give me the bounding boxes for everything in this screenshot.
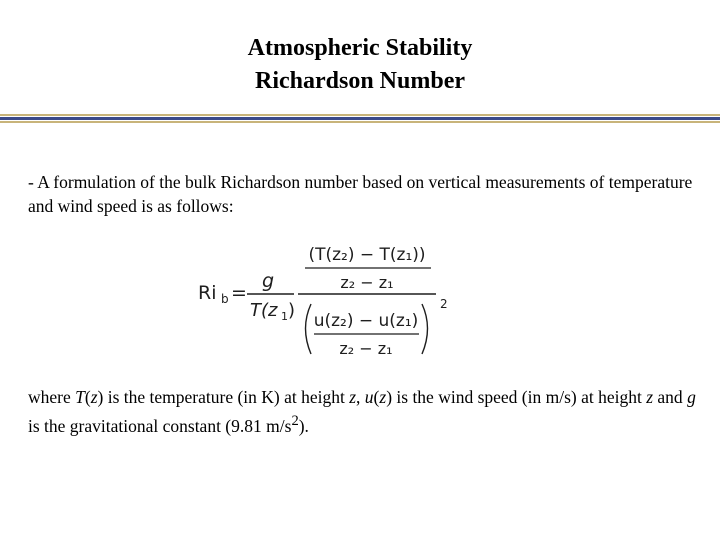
where-text: where — [28, 387, 76, 407]
temp-height-difference: z₂ − z₁ — [340, 273, 394, 292]
where-text: ). — [298, 415, 309, 436]
gravity-g: g — [262, 270, 275, 292]
where-text: and — [653, 387, 688, 407]
t-z1-subscript: 1 — [281, 310, 288, 323]
where-text: ( — [84, 387, 91, 407]
t-z1-close: ) — [288, 300, 296, 321]
var-z: z — [379, 387, 387, 407]
temperature-difference: (T(z₂) − T(z₁)) — [308, 245, 426, 265]
var-z: z — [646, 387, 654, 407]
where-text: ) is the wind speed (in m/s) at height — [386, 387, 647, 407]
superscript-2: 2 — [291, 413, 299, 429]
title-divider-top — [0, 114, 720, 116]
left-big-paren — [306, 304, 312, 354]
title-line-1: Atmospheric Stability — [247, 35, 473, 61]
title-divider-middle — [0, 117, 720, 120]
where-text: is the gravitational constant (9.81 m/s — [28, 415, 292, 436]
wind-difference: u(z₂) − u(z₁) — [313, 311, 419, 331]
where-text: ( — [373, 387, 380, 407]
where-text: ) is the temperature (in K) at height — [97, 387, 350, 407]
title-line-2: Richardson Number — [254, 68, 465, 94]
richardson-formula — [198, 236, 448, 362]
equals-sign: = — [231, 282, 247, 304]
wind-height-difference: z₂ − z₁ — [339, 339, 393, 358]
slide-title — [0, 32, 720, 98]
lhs-subscript: b — [221, 292, 229, 306]
var-z: z — [349, 387, 357, 407]
title-divider-bottom — [0, 121, 720, 123]
var-u: u — [364, 387, 374, 407]
lhs-ri: Ri — [198, 282, 217, 304]
formula-graphic — [198, 236, 448, 362]
var-z: z — [90, 387, 98, 407]
right-big-paren — [422, 304, 428, 354]
where-text: , — [356, 387, 365, 407]
square-exponent: 2 — [440, 297, 448, 311]
var-g: g — [687, 387, 696, 407]
t-z1-text: T(z — [250, 300, 278, 321]
definition-paragraph — [28, 385, 698, 438]
var-T: T — [75, 387, 85, 407]
intro-paragraph: - A formulation of the bulk Richardson number based on vertical measurements of temperature and wind speed is as follows: — [28, 172, 693, 216]
